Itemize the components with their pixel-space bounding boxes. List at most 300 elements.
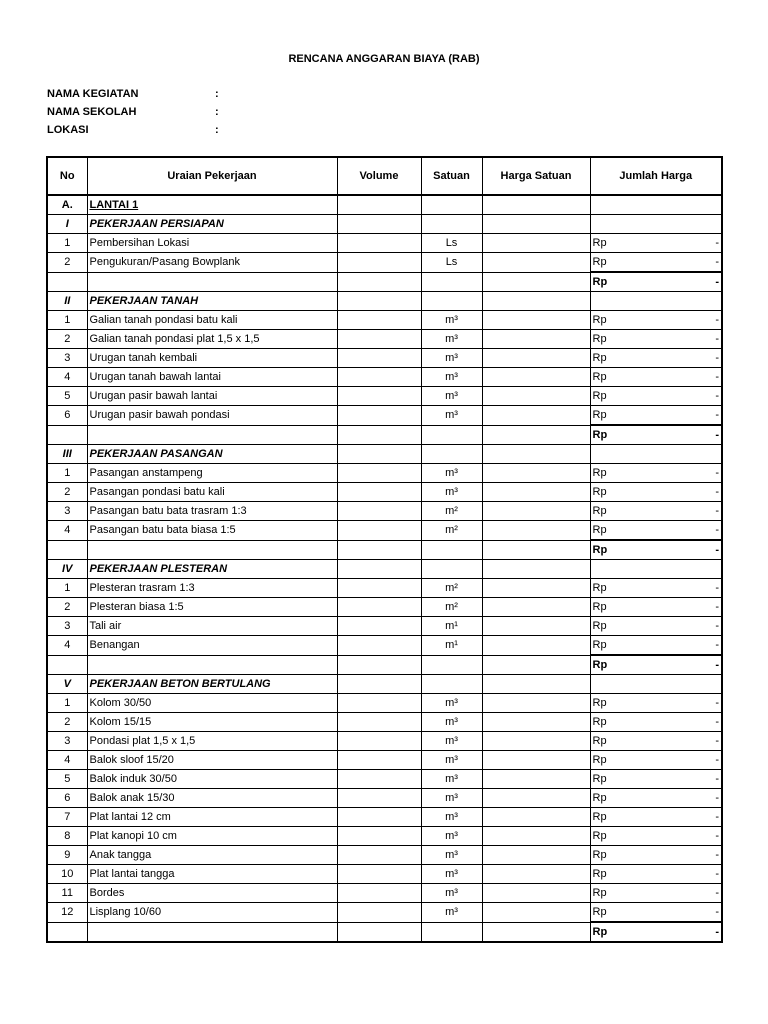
item-uraian: Bordes: [87, 884, 337, 903]
currency-label: Rp: [592, 409, 607, 421]
empty-cell: [47, 425, 87, 445]
empty-cell: [482, 675, 590, 694]
empty-cell: [482, 425, 590, 445]
item-no: 2: [47, 483, 87, 502]
item-satuan: m³: [421, 464, 482, 483]
item-no: 8: [47, 827, 87, 846]
amount-value: -: [715, 906, 719, 918]
item-no: 2: [47, 713, 87, 732]
empty-cell: [421, 195, 482, 215]
currency-label: Rp: [592, 792, 607, 804]
empty-cell: [482, 272, 590, 292]
header-no: No: [47, 157, 87, 195]
item-no: 2: [47, 253, 87, 273]
section-name: PEKERJAAN BETON BERTULANG: [87, 675, 337, 694]
empty-cell: [421, 540, 482, 560]
empty-cell: [482, 215, 590, 234]
jumlah-harga: [590, 387, 722, 406]
item-harga-satuan: [482, 598, 590, 617]
table-row: [47, 846, 722, 865]
item-harga-satuan: [482, 464, 590, 483]
item-no: 11: [47, 884, 87, 903]
empty-cell: [590, 215, 722, 234]
empty-cell: [47, 540, 87, 560]
amount-value: -: [715, 467, 719, 479]
item-volume: [337, 330, 421, 349]
item-satuan: m³: [421, 884, 482, 903]
table-row: [47, 617, 722, 636]
item-no: 6: [47, 789, 87, 808]
empty-cell: [590, 445, 722, 464]
item-no: 3: [47, 502, 87, 521]
item-harga-satuan: [482, 770, 590, 789]
item-volume: [337, 789, 421, 808]
empty-cell: [337, 675, 421, 694]
amount-value: -: [715, 868, 719, 880]
item-no: 6: [47, 406, 87, 426]
currency-label: Rp: [592, 333, 607, 345]
item-uraian: Plat kanopi 10 cm: [87, 827, 337, 846]
header-jumlah-harga: Jumlah Harga: [590, 157, 722, 195]
item-harga-satuan: [482, 751, 590, 770]
item-satuan: m³: [421, 387, 482, 406]
currency-label: Rp: [592, 486, 607, 498]
amount-value: -: [715, 754, 719, 766]
item-volume: [337, 732, 421, 751]
item-volume: [337, 713, 421, 732]
item-uraian: Pasangan batu bata biasa 1:5: [87, 521, 337, 541]
item-no: 4: [47, 521, 87, 541]
subtotal-row: [47, 540, 722, 560]
jumlah-harga: [590, 502, 722, 521]
empty-cell: [482, 195, 590, 215]
jumlah-harga: [590, 903, 722, 923]
item-no: 3: [47, 349, 87, 368]
jumlah-harga: [590, 770, 722, 789]
amount-value: -: [715, 256, 719, 268]
currency-label: Rp: [592, 697, 607, 709]
empty-cell: [482, 922, 590, 942]
currency-label: Rp: [592, 314, 607, 326]
section-name: PEKERJAAN PASANGAN: [87, 445, 337, 464]
amount-value: -: [715, 849, 719, 861]
meta-nama-sekolah: [47, 106, 219, 118]
item-harga-satuan: [482, 502, 590, 521]
jumlah-harga: [590, 732, 722, 751]
empty-cell: [482, 560, 590, 579]
table-header-row: [47, 157, 722, 195]
item-harga-satuan: [482, 846, 590, 865]
lantai-no: A.: [47, 195, 87, 215]
item-uraian: Pembersihan Lokasi: [87, 234, 337, 253]
item-harga-satuan: [482, 694, 590, 713]
item-satuan: Ls: [421, 234, 482, 253]
item-harga-satuan: [482, 808, 590, 827]
item-no: 5: [47, 770, 87, 789]
item-satuan: m³: [421, 483, 482, 502]
item-volume: [337, 253, 421, 273]
table-row: [47, 387, 722, 406]
jumlah-harga: [590, 330, 722, 349]
table-row: [47, 865, 722, 884]
currency-label: Rp: [592, 754, 607, 766]
item-uraian: Urugan pasir bawah pondasi: [87, 406, 337, 426]
empty-cell: [421, 445, 482, 464]
meta-separator: :: [215, 88, 219, 100]
currency-label: Rp: [592, 237, 607, 249]
currency-label: Rp: [592, 352, 607, 364]
amount-value: -: [715, 333, 719, 345]
item-uraian: Kolom 30/50: [87, 694, 337, 713]
amount-value: -: [715, 887, 719, 899]
meta-label: LOKASI: [47, 124, 89, 136]
item-harga-satuan: [482, 483, 590, 502]
document-title: RENCANA ANGGARAN BIAYA (RAB): [288, 53, 480, 65]
currency-label: Rp: [592, 868, 607, 880]
empty-cell: [47, 272, 87, 292]
amount-value: -: [715, 276, 719, 288]
section-row: [47, 292, 722, 311]
item-volume: [337, 406, 421, 426]
currency-label: Rp: [592, 371, 607, 383]
item-harga-satuan: [482, 521, 590, 541]
meta-separator: :: [215, 124, 219, 136]
table-row: [47, 598, 722, 617]
item-satuan: m³: [421, 789, 482, 808]
jumlah-harga: [590, 311, 722, 330]
jumlah-harga: [590, 808, 722, 827]
amount-value: -: [715, 486, 719, 498]
currency-label: Rp: [592, 773, 607, 785]
item-volume: [337, 368, 421, 387]
table-row: [47, 884, 722, 903]
section-row: [47, 445, 722, 464]
item-no: 12: [47, 903, 87, 923]
item-volume: [337, 483, 421, 502]
empty-cell: [337, 560, 421, 579]
jumlah-harga: [590, 865, 722, 884]
item-uraian: Pasangan anstampeng: [87, 464, 337, 483]
item-harga-satuan: [482, 903, 590, 923]
meta-lokasi: [47, 124, 219, 136]
item-uraian: Plesteran biasa 1:5: [87, 598, 337, 617]
currency-label: Rp: [592, 620, 607, 632]
empty-cell: [421, 425, 482, 445]
table-row: [47, 579, 722, 598]
amount-value: -: [715, 390, 719, 402]
section-row: [47, 560, 722, 579]
item-satuan: m³: [421, 406, 482, 426]
currency-label: Rp: [592, 276, 608, 288]
empty-cell: [87, 655, 337, 675]
item-no: 2: [47, 330, 87, 349]
item-harga-satuan: [482, 368, 590, 387]
amount-value: -: [715, 429, 719, 441]
empty-cell: [421, 655, 482, 675]
item-harga-satuan: [482, 253, 590, 273]
empty-cell: [87, 540, 337, 560]
amount-value: -: [715, 505, 719, 517]
jumlah-harga: [590, 406, 722, 426]
table-row: [47, 694, 722, 713]
amount-value: -: [715, 371, 719, 383]
item-satuan: m³: [421, 808, 482, 827]
table-row: [47, 770, 722, 789]
item-satuan: m³: [421, 349, 482, 368]
item-volume: [337, 884, 421, 903]
currency-label: Rp: [592, 467, 607, 479]
currency-label: Rp: [592, 659, 608, 671]
empty-cell: [482, 540, 590, 560]
item-volume: [337, 311, 421, 330]
jumlah-harga: [590, 521, 722, 541]
item-volume: [337, 234, 421, 253]
currency-label: Rp: [592, 601, 607, 613]
currency-label: Rp: [592, 639, 607, 651]
table-row: [47, 636, 722, 656]
section-no: II: [47, 292, 87, 311]
amount-value: -: [715, 237, 719, 249]
item-satuan: m³: [421, 751, 482, 770]
item-uraian: Plat lantai 12 cm: [87, 808, 337, 827]
currency-label: Rp: [592, 256, 607, 268]
item-satuan: m¹: [421, 636, 482, 656]
item-volume: [337, 636, 421, 656]
item-volume: [337, 827, 421, 846]
currency-label: Rp: [592, 849, 607, 861]
table-row: [47, 751, 722, 770]
empty-cell: [337, 292, 421, 311]
table-row: [47, 330, 722, 349]
currency-label: Rp: [592, 390, 607, 402]
empty-cell: [482, 655, 590, 675]
jumlah-harga: [590, 789, 722, 808]
empty-cell: [337, 655, 421, 675]
item-satuan: m³: [421, 311, 482, 330]
jumlah-harga: [590, 636, 722, 656]
table-row: [47, 789, 722, 808]
currency-label: Rp: [592, 544, 608, 556]
empty-cell: [590, 195, 722, 215]
empty-cell: [421, 215, 482, 234]
item-harga-satuan: [482, 406, 590, 426]
item-satuan: m²: [421, 579, 482, 598]
item-harga-satuan: [482, 713, 590, 732]
jumlah-harga: [590, 827, 722, 846]
amount-value: -: [715, 811, 719, 823]
item-harga-satuan: [482, 349, 590, 368]
item-uraian: Urugan tanah bawah lantai: [87, 368, 337, 387]
empty-cell: [421, 675, 482, 694]
currency-label: Rp: [592, 429, 608, 441]
item-volume: [337, 808, 421, 827]
header-satuan: Satuan: [421, 157, 482, 195]
jumlah-harga: [590, 617, 722, 636]
item-no: 4: [47, 368, 87, 387]
lantai-row: [47, 195, 722, 215]
item-satuan: m¹: [421, 617, 482, 636]
item-no: 1: [47, 579, 87, 598]
item-uraian: Balok induk 30/50: [87, 770, 337, 789]
subtotal-amount: [590, 272, 722, 292]
currency-label: Rp: [592, 524, 607, 536]
currency-label: Rp: [592, 887, 607, 899]
item-satuan: m²: [421, 502, 482, 521]
amount-value: -: [715, 582, 719, 594]
jumlah-harga: [590, 751, 722, 770]
rab-table: [46, 156, 723, 943]
jumlah-harga: [590, 846, 722, 865]
item-satuan: m³: [421, 846, 482, 865]
item-uraian: Balok anak 15/30: [87, 789, 337, 808]
lantai-name: LANTAI 1: [87, 195, 337, 215]
item-volume: [337, 846, 421, 865]
item-satuan: m³: [421, 713, 482, 732]
section-no: I: [47, 215, 87, 234]
empty-cell: [421, 292, 482, 311]
amount-value: -: [715, 716, 719, 728]
item-no: 4: [47, 751, 87, 770]
item-no: 1: [47, 464, 87, 483]
item-harga-satuan: [482, 884, 590, 903]
item-harga-satuan: [482, 827, 590, 846]
empty-cell: [87, 922, 337, 942]
empty-cell: [337, 195, 421, 215]
item-uraian: Benangan: [87, 636, 337, 656]
amount-value: -: [715, 735, 719, 747]
table-row: [47, 827, 722, 846]
empty-cell: [482, 445, 590, 464]
table-row: [47, 713, 722, 732]
item-no: 9: [47, 846, 87, 865]
section-row: [47, 675, 722, 694]
item-volume: [337, 617, 421, 636]
item-harga-satuan: [482, 234, 590, 253]
jumlah-harga: [590, 368, 722, 387]
jumlah-harga: [590, 694, 722, 713]
item-satuan: m³: [421, 694, 482, 713]
jumlah-harga: [590, 884, 722, 903]
table-row: [47, 253, 722, 273]
item-uraian: Urugan tanah kembali: [87, 349, 337, 368]
item-volume: [337, 598, 421, 617]
item-harga-satuan: [482, 732, 590, 751]
amount-value: -: [715, 792, 719, 804]
empty-cell: [421, 922, 482, 942]
empty-cell: [482, 292, 590, 311]
item-uraian: Urugan pasir bawah lantai: [87, 387, 337, 406]
item-harga-satuan: [482, 330, 590, 349]
empty-cell: [421, 272, 482, 292]
table-row: [47, 234, 722, 253]
empty-cell: [87, 425, 337, 445]
empty-cell: [337, 922, 421, 942]
item-uraian: Kolom 15/15: [87, 713, 337, 732]
item-uraian: Tali air: [87, 617, 337, 636]
item-volume: [337, 770, 421, 789]
item-harga-satuan: [482, 387, 590, 406]
meta-nama-kegiatan: [47, 88, 219, 100]
item-uraian: Pengukuran/Pasang Bowplank: [87, 253, 337, 273]
empty-cell: [421, 560, 482, 579]
item-uraian: Pasangan batu bata trasram 1:3: [87, 502, 337, 521]
empty-cell: [590, 292, 722, 311]
table-row: [47, 349, 722, 368]
item-uraian: Galian tanah pondasi plat 1,5 x 1,5: [87, 330, 337, 349]
section-name: PEKERJAAN PERSIAPAN: [87, 215, 337, 234]
jumlah-harga: [590, 464, 722, 483]
header-volume: Volume: [337, 157, 421, 195]
amount-value: -: [715, 314, 719, 326]
amount-value: -: [715, 926, 719, 938]
item-satuan: m³: [421, 732, 482, 751]
item-uraian: Anak tangga: [87, 846, 337, 865]
item-volume: [337, 751, 421, 770]
amount-value: -: [715, 409, 719, 421]
item-satuan: m³: [421, 903, 482, 923]
currency-label: Rp: [592, 735, 607, 747]
item-volume: [337, 502, 421, 521]
empty-cell: [87, 272, 337, 292]
item-satuan: Ls: [421, 253, 482, 273]
subtotal-row: [47, 922, 722, 942]
item-satuan: m²: [421, 521, 482, 541]
item-uraian: Galian tanah pondasi batu kali: [87, 311, 337, 330]
table-row: [47, 903, 722, 923]
item-harga-satuan: [482, 789, 590, 808]
currency-label: Rp: [592, 811, 607, 823]
subtotal-amount: [590, 655, 722, 675]
header-harga-satuan: Harga Satuan: [482, 157, 590, 195]
meta-label: NAMA SEKOLAH: [47, 106, 137, 118]
jumlah-harga: [590, 598, 722, 617]
item-no: 10: [47, 865, 87, 884]
table-row: [47, 483, 722, 502]
item-volume: [337, 387, 421, 406]
section-no: V: [47, 675, 87, 694]
item-harga-satuan: [482, 636, 590, 656]
subtotal-amount: [590, 922, 722, 942]
subtotal-row: [47, 425, 722, 445]
amount-value: -: [715, 697, 719, 709]
empty-cell: [590, 675, 722, 694]
amount-value: -: [715, 830, 719, 842]
item-satuan: m³: [421, 865, 482, 884]
currency-label: Rp: [592, 926, 608, 938]
table-row: [47, 464, 722, 483]
section-no: III: [47, 445, 87, 464]
table-row: [47, 368, 722, 387]
jumlah-harga: [590, 579, 722, 598]
currency-label: Rp: [592, 716, 607, 728]
empty-cell: [590, 560, 722, 579]
currency-label: Rp: [592, 582, 607, 594]
meta-label: NAMA KEGIATAN: [47, 88, 139, 100]
subtotal-amount: [590, 540, 722, 560]
amount-value: -: [715, 352, 719, 364]
item-no: 1: [47, 694, 87, 713]
item-volume: [337, 694, 421, 713]
table-row: [47, 521, 722, 541]
amount-value: -: [715, 620, 719, 632]
item-uraian: Plat lantai tangga: [87, 865, 337, 884]
item-uraian: Lisplang 10/60: [87, 903, 337, 923]
item-no: 1: [47, 311, 87, 330]
item-harga-satuan: [482, 579, 590, 598]
item-no: 2: [47, 598, 87, 617]
header-uraian: Uraian Pekerjaan: [87, 157, 337, 195]
empty-cell: [337, 425, 421, 445]
